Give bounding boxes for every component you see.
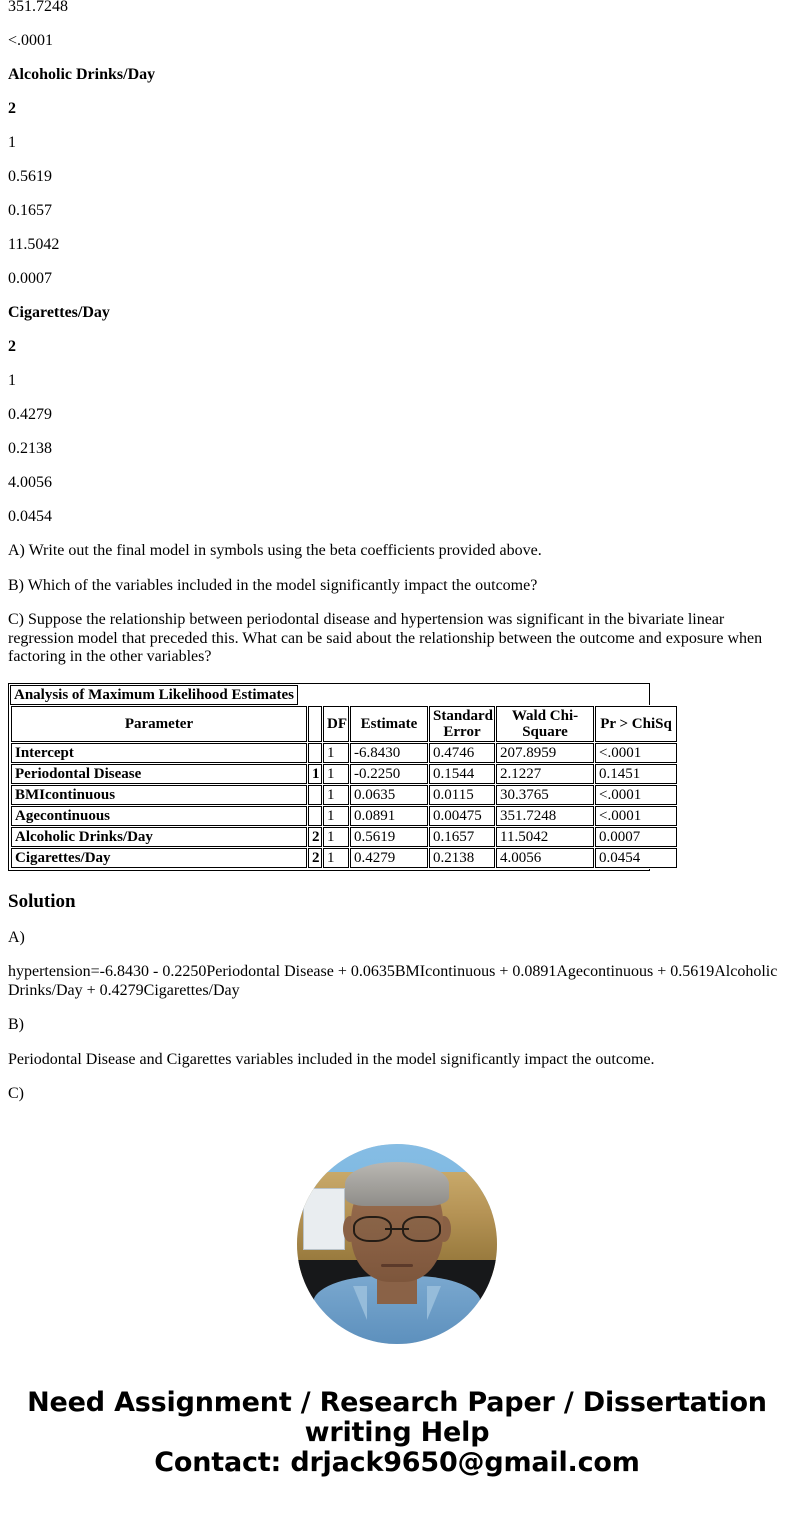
table-row (11, 806, 677, 826)
cell-level (308, 785, 322, 805)
sas-output-table (8, 683, 786, 871)
solution-b-answer: Periodontal Disease and Cigarettes variables included in the model significantly impact the outcome. (8, 1050, 655, 1068)
value-item: 2 (8, 338, 16, 355)
cell-wald-chi-square: 4.0056 (496, 848, 594, 868)
col-header-level (308, 706, 322, 742)
cell-estimate: 0.5619 (350, 827, 428, 847)
cell-estimate: -0.2250 (350, 764, 428, 784)
avatar-collar-left (353, 1286, 367, 1320)
cell-df: 1 (323, 764, 349, 784)
value-item: 2 (8, 100, 16, 117)
value-item: 0.2138 (8, 440, 52, 457)
cell-parameter: Agecontinuous (11, 806, 307, 826)
question-c: C) Suppose the relationship between periodontal disease and hypertension was significant in the bivariate linear regression model that preceded this. What can be said about the relationship between the outcome and exposure when factoring in the other variables? (8, 611, 763, 665)
avatar (297, 1144, 497, 1344)
table-row (11, 848, 677, 868)
cell-estimate: -6.8430 (350, 743, 428, 763)
cell-level: 1 (308, 764, 322, 784)
cell-df: 1 (323, 785, 349, 805)
cell-estimate: 0.0635 (350, 785, 428, 805)
cell-df: 1 (323, 806, 349, 826)
cell-df: 1 (323, 743, 349, 763)
cell-level (308, 806, 322, 826)
cell-parameter: Periodontal Disease (11, 764, 307, 784)
question-a: A) Write out the final model in symbols using the beta coefficients provided above. (8, 542, 542, 559)
col-header-wald-chi-square: Wald Chi-Square (496, 706, 594, 742)
cta-line-1: Need Assignment / Research Paper / Dissertation writing Help (27, 1386, 767, 1448)
cell-pr-chisq: <.0001 (595, 806, 677, 826)
table-row (11, 827, 677, 847)
question-b: B) Which of the variables included in the model significantly impact the outcome? (8, 576, 538, 594)
cta-line-2: Contact: drjack9650@gmail.com (154, 1446, 640, 1478)
cell-pr-chisq: <.0001 (595, 785, 677, 805)
cell-parameter: Cigarettes/Day (11, 848, 307, 868)
table-header-row (11, 706, 677, 742)
cell-wald-chi-square: 11.5042 (496, 827, 594, 847)
value-item: 351.7248 (8, 0, 68, 15)
cell-wald-chi-square: 351.7248 (496, 806, 594, 826)
table-row (11, 743, 677, 763)
cell-level: 2 (308, 827, 322, 847)
value-item: 0.5619 (8, 168, 52, 185)
table-row (11, 764, 677, 784)
solution-body (8, 929, 786, 1104)
cell-level (308, 743, 322, 763)
col-header-df: DF (323, 706, 349, 742)
avatar-row (8, 1144, 786, 1344)
avatar-glasses-bridge (385, 1228, 409, 1231)
table-title-row (10, 685, 648, 705)
cell-wald-chi-square: 207.8959 (496, 743, 594, 763)
cell-pr-chisq: 0.0454 (595, 848, 677, 868)
cell-standard-error: 0.2138 (429, 848, 495, 868)
value-item: 1 (8, 134, 16, 151)
cell-parameter: BMIcontinuous (11, 785, 307, 805)
value-item: 1 (8, 372, 16, 389)
col-header-standard-error: Standard Error (429, 706, 495, 742)
cell-df: 1 (323, 848, 349, 868)
value-item: 0.1657 (8, 202, 52, 219)
avatar-collar-right (427, 1286, 441, 1320)
cell-parameter: Intercept (11, 743, 307, 763)
solution-heading: Solution (8, 890, 76, 912)
value-item: 0.0454 (8, 508, 52, 525)
cell-level: 2 (308, 848, 322, 868)
value-item: Alcoholic Drinks/Day (8, 66, 156, 83)
solution-a-equation: hypertension=-6.8430 - 0.2250Periodontal Disease + 0.0635BMIcontinuous + 0.0891Agecontinuous + 0.5619Alcoholic Drinks/Day + 0.4279Cigarettes/Day (8, 963, 778, 999)
table-row (11, 785, 677, 805)
value-item: 0.4279 (8, 406, 52, 423)
col-header-parameter: Parameter (11, 706, 307, 742)
cell-pr-chisq: 0.1451 (595, 764, 677, 784)
value-item: <.0001 (8, 32, 54, 49)
col-header-pr-chisq: Pr > ChiSq (595, 706, 677, 742)
col-header-estimate: Estimate (350, 706, 428, 742)
value-item: Cigarettes/Day (8, 304, 110, 321)
cell-wald-chi-square: 2.1227 (496, 764, 594, 784)
cell-standard-error: 0.00475 (429, 806, 495, 826)
solution-b-label: B) (8, 1016, 24, 1033)
table-outer-frame (8, 683, 672, 871)
question-block (8, 542, 786, 667)
cell-pr-chisq: <.0001 (595, 743, 677, 763)
avatar-mouth (381, 1264, 413, 1267)
cell-wald-chi-square: 30.3765 (496, 785, 594, 805)
table-title: Analysis of Maximum Likelihood Estimates (10, 685, 298, 705)
cell-standard-error: 0.1657 (429, 827, 495, 847)
value-item: 4.0056 (8, 474, 52, 491)
cell-estimate: 0.0891 (350, 806, 428, 826)
cell-standard-error: 0.0115 (429, 785, 495, 805)
cell-parameter: Alcoholic Drinks/Day (11, 827, 307, 847)
solution-a-label: A) (8, 928, 25, 946)
value-item: 11.5042 (8, 236, 60, 253)
estimates-table (10, 705, 678, 869)
avatar-background-window (303, 1188, 345, 1250)
cell-standard-error: 0.4746 (429, 743, 495, 763)
cell-df: 1 (323, 827, 349, 847)
contact-cta (8, 1388, 786, 1502)
value-item: 0.0007 (8, 270, 52, 287)
avatar-hair (345, 1162, 449, 1206)
solution-c-label: C) (8, 1085, 24, 1102)
cell-pr-chisq: 0.0007 (595, 827, 677, 847)
cell-estimate: 0.4279 (350, 848, 428, 868)
value-stream (8, 0, 786, 526)
cell-standard-error: 0.1544 (429, 764, 495, 784)
